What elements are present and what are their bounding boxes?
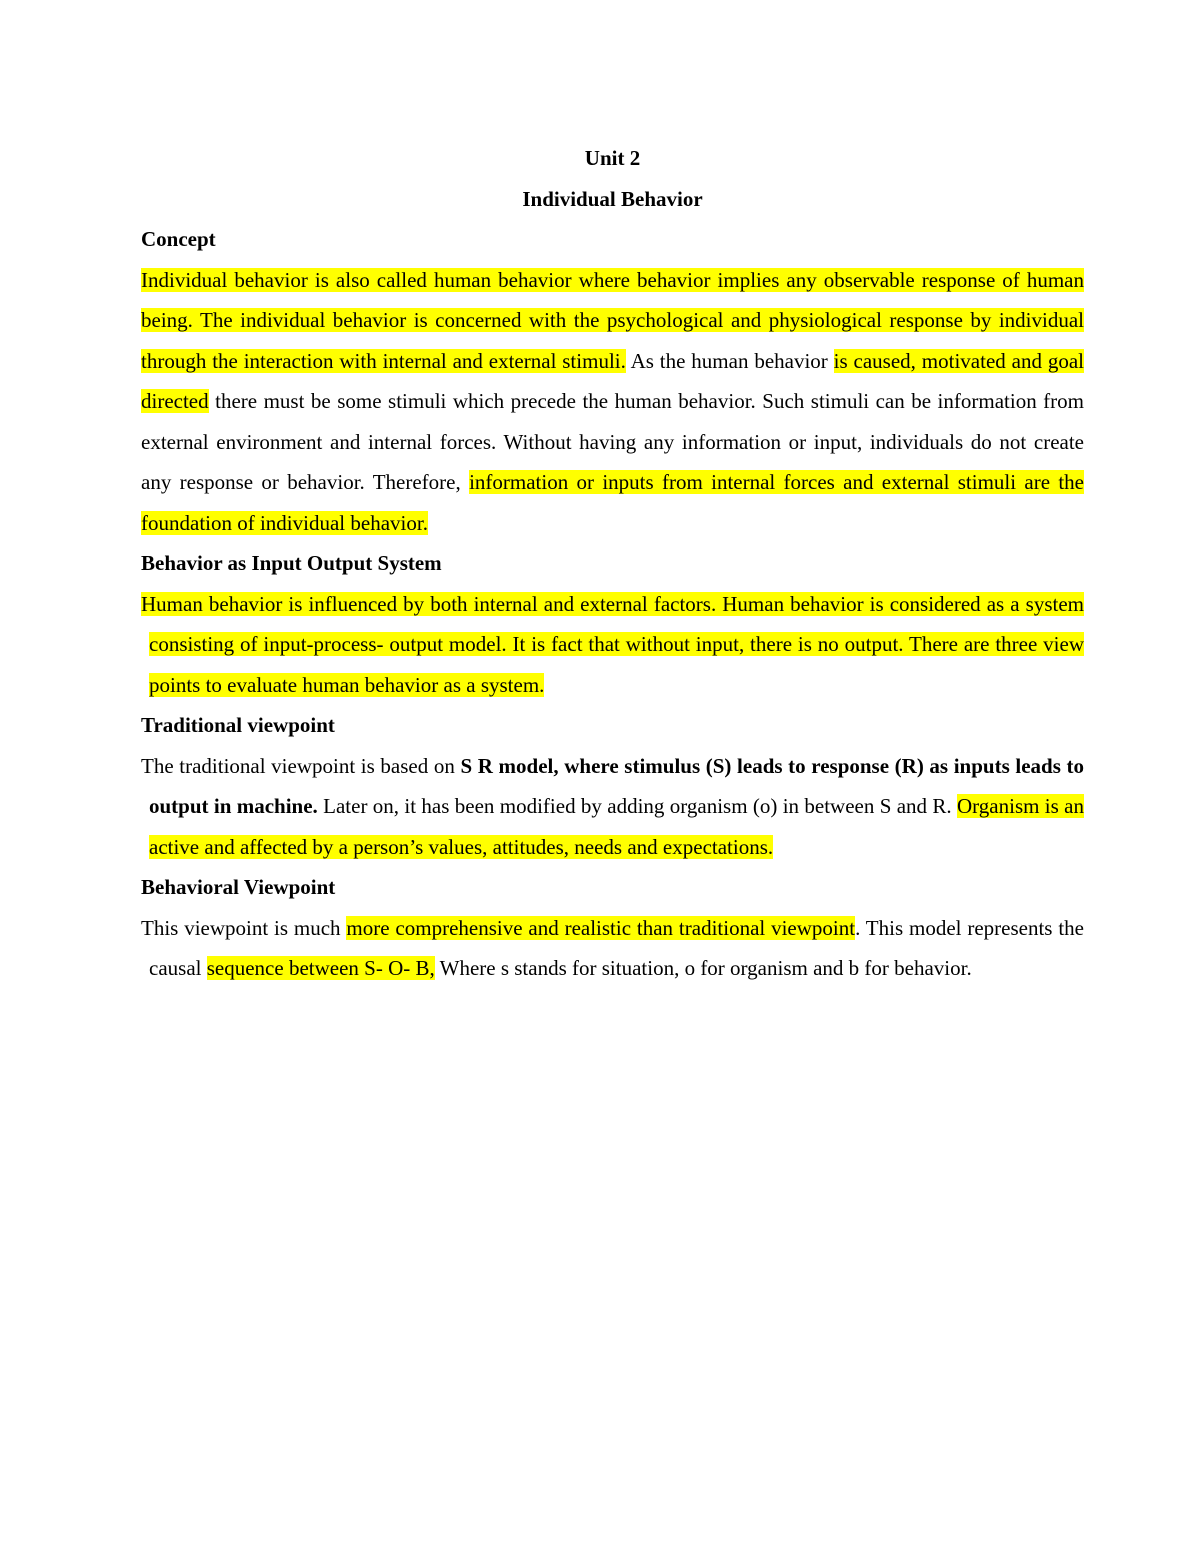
input-output-highlight-1: Human behavior is influenced by both internal and external factors. Human behavior is considered as a system consisting of input-process- output model. It is fact that without input, there is no output. There are three view points to evaluate human behavior as a system. — [141, 591, 1084, 697]
input-output-paragraph — [141, 584, 1084, 706]
concept-highlight-2: is caused, motivated and goal directed — [141, 348, 1084, 413]
behavioral-text-2: . This model represents the causal — [149, 915, 1084, 980]
behavioral-text-1: This viewpoint is much — [141, 915, 347, 940]
behavioral-highlight-1: more comprehensive and realistic than traditional viewpoint — [346, 915, 856, 940]
concept-highlight-1: Individual behavior is also called human behavior where behavior implies any observable response of human being. The individual behavior is concerned with the psychological and physiological response by individual through the interaction with internal and external stimuli. — [141, 267, 1084, 373]
main-title: Individual Behavior — [522, 186, 703, 211]
traditional-text-2: Later on, it has been modified by adding organism (o) in between S and R. — [317, 794, 958, 818]
input-output-heading: Behavior as Input Output System — [141, 551, 442, 575]
traditional-bold-1: S R model, where stimulus (S) leads to response (R) as inputs leads to output in machine. — [149, 753, 1084, 818]
traditional-highlight-1: Organism is an active and affected by a person’s values, attitudes, needs and expectations. — [149, 794, 1084, 859]
behavioral-heading: Behavioral Viewpoint — [141, 875, 336, 899]
traditional-text-1: The traditional viewpoint is based on — [141, 753, 461, 778]
concept-paragraph — [141, 260, 1084, 544]
unit-title: Unit 2 — [584, 146, 641, 170]
traditional-heading: Traditional viewpoint — [141, 713, 335, 737]
document-page — [141, 138, 1084, 989]
traditional-paragraph — [141, 746, 1084, 868]
concept-text-1: As the human behavior — [625, 348, 834, 373]
concept-highlight-3: information or inputs from internal forces and external stimuli are the foundation of individual behavior. — [141, 470, 1084, 535]
behavioral-text-3: Where s stands for situation, o for organism and b for behavior. — [434, 956, 972, 980]
concept-text-2: there must be some stimuli which precede the human behavior. Such stimuli can be information from external environment and internal forces. Without having any information or input, individuals do not create any response or behavior. Therefore, — [141, 389, 1084, 494]
behavioral-highlight-2: sequence between S- O- B, — [206, 956, 435, 980]
concept-heading: Concept — [141, 227, 216, 251]
behavioral-paragraph — [141, 908, 1084, 989]
